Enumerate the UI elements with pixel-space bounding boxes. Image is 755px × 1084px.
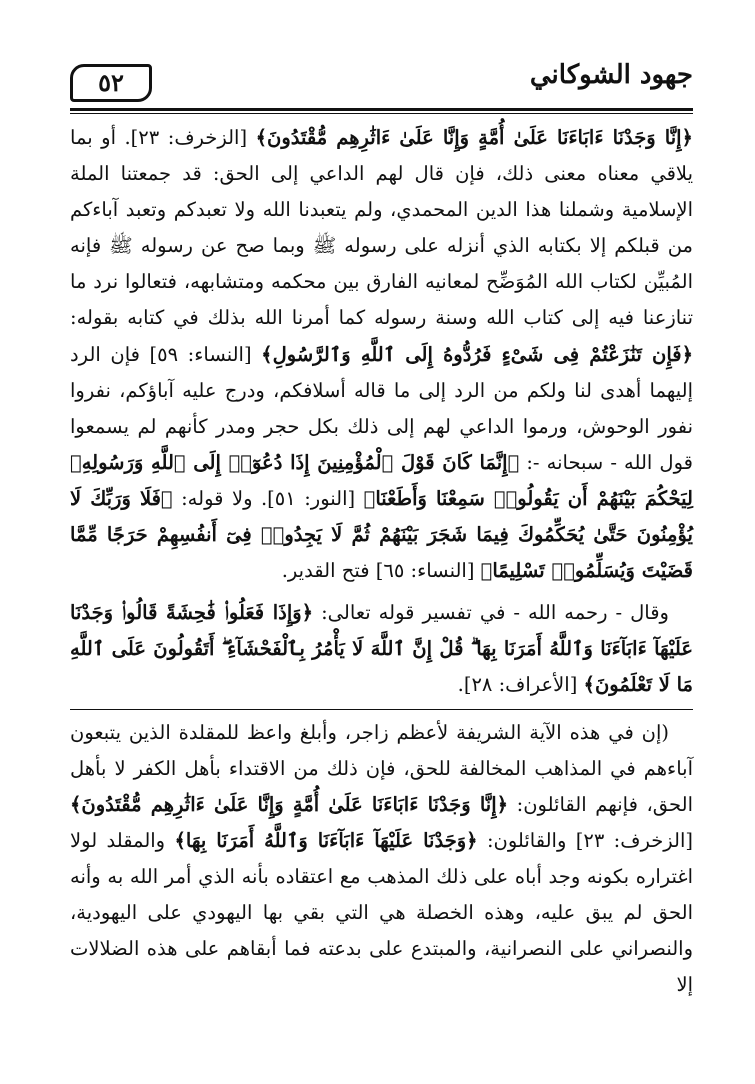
text-run: والمقلد لولا اغتراره بكونه وجد أباه على ذلك المذهب مع اعتقاده بأنه الذي أمر الله به وأنه الحق لم يبق عليه، وهذه الخصلة هي التي بقي بها اليهودي على اليهودية، والنصراني على النصرانية، والمبتدع على بدعته فما أبقاهم على هذه الضلالات إلا [70, 828, 693, 997]
text-run: [النساء: ٥٩] فإن الرد إليهما أهدى لنا ولكم من الرد إلى ما قاله أسلافكم، ودرج عليه آباؤكم، نفروا نفور الوحوش، ورموا الداعي لهم إلى ذلك بكل حجر ومدر كأنهم لم يسمعوا قول الله - سبحانه -: [70, 342, 693, 474]
header-rule-thin [70, 113, 693, 114]
page-header [70, 58, 693, 108]
quran-verse: ﴿وَإِذَا فَعَلُوا۟ فَٰحِشَةً قَالُوا۟ وَجَدْنَا عَلَيْهَآ ءَابَآءَنَا وَٱللَّهُ أَمَرَنَا بِهَا ۗ قُلْ إِنَّ ٱللَّهَ لَا يَأْمُرُ بِٱلْفَحْشَآءِ ۖ أَتَقُولُونَ عَلَى ٱللَّهِ مَا لَا تَعْلَمُونَ﴾ [70, 601, 693, 697]
text-run: وقال - رحمه الله - في تفسير قوله تعالى: [313, 601, 669, 625]
running-title: جهود الشوكاني [529, 60, 693, 90]
quran-verse: ﴿إِنَّا وَجَدْنَا ءَابَاءَنَا عَلَىٰ أُمَّةٍ وَإِنَّا عَلَىٰ ءَاثَٰرِهِم مُّقْتَدُونَ﴾ [70, 792, 509, 816]
text-run: [النساء: ٦٥] فتح القدير. [281, 559, 481, 583]
body-text [70, 120, 693, 1003]
text-run: (إن في هذه الآية الشريفة لأعظم زاجر، وأبلغ واعظ للمقلدة الذين يتبعون آباءهم في المذاهب المخالفة للحق، فإن ذلك من الاقتداء بأهل الكفر لا بأهل الحق، فإنهم القائلون: [70, 720, 693, 816]
quran-verse: ﴿إِنَّا وَجَدْنَا ءَابَاءَنَا عَلَىٰ أُمَّةٍ وَإِنَّا عَلَىٰ ءَاثَٰرِهِم مُّقْتَدُونَ﴾ [255, 126, 693, 149]
text-run: [الزخرف: ٢٣]. أو بما يلاقي معناه معنى ذلك، فإن قال لهم الداعي إلى الحق: قد جمعتنا الملة الإسلامية وشملنا هذا الدين المحمدي، ولم يتعبدنا الله ولا تعبدكم وتعبد آباءكم من قبلكم إلا بكتابه الذي أنزله على رسوله ﷺ وبما صح عن رسوله ﷺ فإنه المُبيِّن لكتاب الله المُوَضِّح لمعانيه الفارق بين محكمه ومتشابهه، فتعالوا نرد ما تنازعنا فيه إلى كتاب الله وسنة رسوله كما أمرنا الله بذلك في كتابه بقوله: [70, 126, 693, 330]
paragraph-3 [70, 715, 693, 1004]
paragraph-1 [70, 120, 693, 589]
quran-verse: ﴿فَلَا وَرَبِّكَ لَا يُؤْمِنُونَ حَتَّىٰ يُحَكِّمُوكَ فِيمَا شَجَرَ بَيْنَهُمْ ثُمَّ لَا يَجِدُوا۟ فِىٓ أَنفُسِهِمْ حَرَجًا مِّمَّا قَضَيْتَ وَيُسَلِّمُوا۟ تَسْلِيمًا﴾ [70, 486, 693, 583]
quran-verse: ﴿وَجَدْنَا عَلَيْهَآ ءَابَآءَنَا وَٱللَّهُ أَمَرَنَا بِهَا﴾ [174, 828, 478, 852]
section-divider [70, 709, 693, 710]
text-run: [النور: ٥١]. ولا قوله: [172, 486, 364, 510]
quran-verse: ﴿إِنَّمَا كَانَ قَوْلَ ٱلْمُؤْمِنِينَ إِذَا دُعُوٓا۟ إِلَى ٱللَّهِ وَرَسُولِهِۦ لِيَحْكُمَ بَيْنَهُمْ أَن يَقُولُوا۟ سَمِعْنَا وَأَطَعْنَا﴾ [70, 450, 693, 510]
text-run: [الزخرف: ٢٣] والقائلون: [477, 828, 693, 852]
text-run: [الأعراف: ٢٨]. [457, 673, 584, 697]
header-rule [70, 108, 693, 111]
paragraph-2 [70, 595, 693, 703]
page-number: ٥٢ [70, 64, 152, 102]
quran-verse: ﴿فَإِن تَنَٰزَعْتُمْ فِى شَىْءٍ فَرُدُّوهُ إِلَى ٱللَّهِ وَٱلرَّسُولِ﴾ [261, 342, 694, 366]
